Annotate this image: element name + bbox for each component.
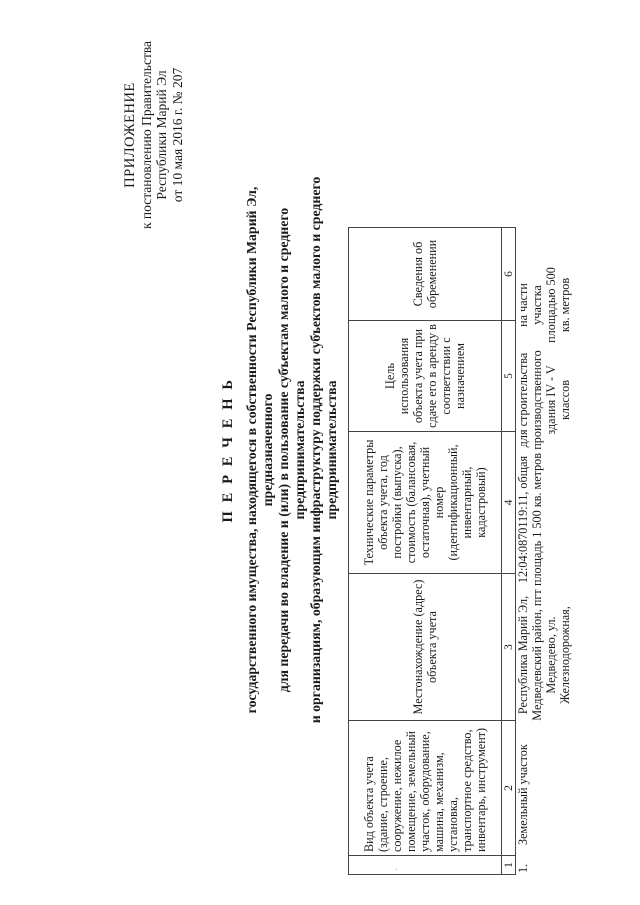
property-table xyxy=(348,227,516,875)
appendix-line-1: к постановлению Правительства xyxy=(138,40,154,230)
heading-line-3: и организациям, образующим инфраструктуру поддержки субъектов малого и среднего предпринимательства xyxy=(308,176,339,724)
appendix-title: ПРИЛОЖЕНИЕ xyxy=(122,82,138,188)
row-object-type: Земельный участок xyxy=(516,744,530,845)
row-number: 1. xyxy=(516,863,530,873)
column-number: 6 xyxy=(502,228,516,321)
header-cell-parameters: Технические параметры объекта учета, год постройки (выпуска), стоимость (балансовая, остаточная), учетный номер (идентификационный, инвентарный, кадастровый) xyxy=(349,432,502,574)
document-heading xyxy=(220,145,340,755)
appendix-block xyxy=(123,5,185,265)
header-cell-object-type: Вид объекта учета (здание, строение, сооружение, нежилое помещение, земельный участок, оборудование, машина, механизм, установка, транспортное средство, инвентарь, инструмент) xyxy=(349,721,502,856)
header-cell-address: Местонахождение (адрес) объекта учета xyxy=(349,574,502,721)
row-purpose: для строительства производственного здания IV - V классов xyxy=(516,350,572,450)
column-number: 4 xyxy=(502,432,516,574)
row-address: Республика Марий Эл, Медведевский район, пгт Медведево, ул. Железнодорожная, xyxy=(516,589,572,721)
heading-line-2: для передачи во владение и (или) в пользование субъектам малого и среднего предпринимательства xyxy=(276,207,307,693)
appendix-line-2: Республики Марий Эл xyxy=(154,70,169,200)
column-number: 3 xyxy=(502,574,516,721)
header-cell-purpose: Цель использования объекта учета при сдаче его в аренду в соответствии с назначением xyxy=(349,321,502,432)
header-cell-number xyxy=(349,856,502,875)
column-number: 1 xyxy=(502,856,516,875)
scan-mark: · xyxy=(392,867,403,871)
table-header-row xyxy=(349,228,502,875)
column-number: 2 xyxy=(502,721,516,856)
row-encumbrance: на части участка площадью 500 кв. метров xyxy=(516,267,572,343)
row-parameters: 12:04:0870119:11, общая площадь 1 500 кв. метров xyxy=(516,452,544,587)
document-title: П Е Р Е Ч Е Н Ь xyxy=(220,377,236,523)
header-cell-encumbrance: Сведения об обременении xyxy=(349,228,502,321)
heading-line-1: государственного имущества, находящегося в собственности Республики Марий Эл, предназначенного xyxy=(244,186,275,714)
appendix-line-3: от 10 мая 2016 г. № 207 xyxy=(169,67,185,203)
column-number: 5 xyxy=(502,321,516,432)
table-row xyxy=(504,267,608,875)
